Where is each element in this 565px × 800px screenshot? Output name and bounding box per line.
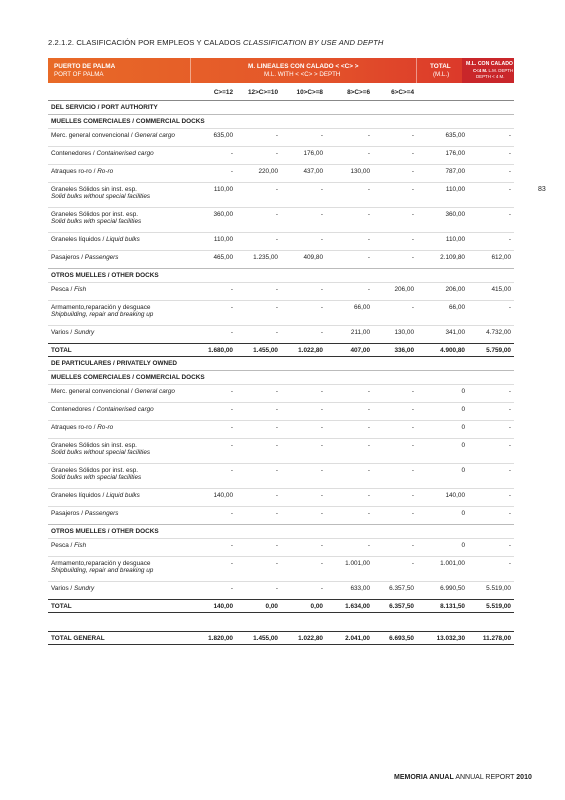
cell-value: 341,00: [417, 326, 468, 344]
row-label: [48, 489, 191, 507]
cell-value: 409,80: [281, 251, 326, 269]
row-label-en: Containerised cargo: [96, 406, 154, 413]
row-label: [48, 233, 191, 251]
row-label-es: Contenedores /: [51, 150, 97, 157]
cell-value: 633,00: [326, 582, 373, 600]
cell-value: -: [468, 147, 514, 165]
row-label-es: Atraques ro-ro /: [51, 168, 98, 175]
cell-value: -: [468, 165, 514, 183]
cell-value: -: [373, 403, 417, 421]
table-row: [48, 165, 514, 183]
row-label: [48, 147, 191, 165]
cell-value: -: [191, 421, 236, 439]
table-row: [48, 183, 514, 208]
cell-value: -: [373, 439, 417, 464]
cell-value: -: [468, 301, 514, 326]
cell-value: -: [373, 557, 417, 582]
row-label-es: Graneles líquidos /: [51, 492, 107, 499]
cell-value: -: [468, 464, 514, 489]
cell-value: 2.041,00: [326, 632, 373, 645]
cell-value: -: [373, 539, 417, 557]
row-label: [48, 208, 191, 233]
table-row: [48, 233, 514, 251]
row-label-es: Graneles Sólidos por inst. esp.: [51, 467, 139, 474]
cell-value: -: [326, 233, 373, 251]
cell-value: -: [281, 208, 326, 233]
column-header: C>=12: [213, 89, 233, 96]
row-label-es: Graneles Sólidos sin inst. esp.: [51, 442, 137, 449]
cell-value: -: [468, 489, 514, 507]
cell-value: -: [281, 582, 326, 600]
row-label: [48, 326, 191, 344]
cell-value: -: [191, 582, 236, 600]
cell-value: -: [373, 129, 417, 147]
total-label-es: TOTAL: [430, 63, 451, 70]
table-row: [48, 326, 514, 344]
cell-value: 0: [417, 439, 468, 464]
row-label: TOTAL: [48, 344, 191, 357]
table-row: [48, 539, 514, 557]
row-label-es: Merc. general convencional /: [51, 388, 135, 395]
cell-value: 140,00: [191, 600, 236, 613]
row-label-en: Liquid bulks: [106, 236, 140, 243]
row-label-en: Ro-ro: [97, 424, 114, 431]
cell-value: -: [373, 301, 417, 326]
cell-value: -: [281, 233, 326, 251]
section-title: DE PARTICULARES / PRIVATELY OWNED: [48, 357, 514, 371]
mlc-label-en2: DEPTH < 4 M.: [476, 73, 505, 79]
cell-value: 1.022,80: [281, 632, 326, 645]
cell-value: -: [191, 557, 236, 582]
cell-value: 5.759,00: [468, 344, 514, 357]
row-label-es: Merc. general convencional /: [51, 132, 135, 139]
row-label-es: Graneles líquidos /: [51, 236, 107, 243]
cell-value: -: [373, 183, 417, 208]
cell-value: -: [326, 439, 373, 464]
cell-value: -: [281, 283, 326, 301]
cell-value: -: [191, 507, 236, 525]
row-label-en: Shipbuilding, repair and breaking up: [51, 311, 154, 318]
row-label-en: Ro-ro: [97, 168, 114, 175]
column-header: 12>C>=10: [247, 89, 278, 96]
cell-value: -: [468, 507, 514, 525]
table-row: [48, 129, 514, 147]
cell-value: 211,00: [326, 326, 373, 344]
cell-value: -: [373, 233, 417, 251]
cell-value: 110,00: [417, 183, 468, 208]
cell-value: -: [281, 326, 326, 344]
group-header: [48, 115, 514, 129]
cell-value: -: [373, 147, 417, 165]
group-title: MUELLES COMERCIALES / COMMERCIAL DOCKS: [48, 115, 514, 129]
table-row: [48, 421, 514, 439]
cell-value: -: [373, 507, 417, 525]
row-label: [48, 301, 191, 326]
table-row: [48, 251, 514, 269]
cell-value: 360,00: [191, 208, 236, 233]
ml-label-es: M. LINEALES CON CALADO < <C> >: [248, 63, 359, 70]
column-header: 10>C>=8: [296, 89, 323, 96]
mlc-label-es: M.L. CON CALADO: [466, 61, 513, 67]
cell-value: 0: [417, 507, 468, 525]
footer-subtitle: ANNUAL REPORT: [453, 774, 517, 781]
grand-total-row: [48, 632, 514, 645]
cell-value: -: [236, 208, 281, 233]
row-label-en: Sundry: [73, 585, 95, 592]
row-label: [48, 165, 191, 183]
cell-value: -: [326, 507, 373, 525]
table-row: [48, 147, 514, 165]
cell-value: 1.820,00: [191, 632, 236, 645]
row-label: [48, 439, 191, 464]
row-label: [48, 539, 191, 557]
cell-value: -: [373, 208, 417, 233]
row-label: [48, 251, 191, 269]
cell-value: -: [468, 421, 514, 439]
column-header: 6>C>=4: [391, 89, 414, 96]
title-en: CLASSIFICATION BY USE AND DEPTH: [242, 38, 384, 47]
row-label-es: Pesca /: [51, 542, 75, 549]
cell-value: -: [191, 539, 236, 557]
footer-year: 2010: [516, 774, 532, 781]
cell-value: 140,00: [417, 489, 468, 507]
row-label: [48, 582, 191, 600]
cell-value: 130,00: [326, 165, 373, 183]
cell-value: -: [373, 464, 417, 489]
cell-value: 407,00: [326, 344, 373, 357]
cell-value: 0: [417, 403, 468, 421]
cell-value: 1.235,00: [236, 251, 281, 269]
header-divider: [190, 58, 191, 83]
row-label-en: Solid bulks without special facilities: [51, 449, 151, 456]
table-row: [48, 439, 514, 464]
row-label-en: Solid bulks with special facilities: [51, 218, 142, 225]
cell-value: -: [326, 421, 373, 439]
footer-title: MEMORIA ANUAL: [394, 774, 454, 781]
cell-value: 220,00: [236, 165, 281, 183]
cell-value: 1.455,00: [236, 344, 281, 357]
cell-value: -: [326, 283, 373, 301]
cell-value: 110,00: [417, 233, 468, 251]
row-label: [48, 403, 191, 421]
row-label: TOTAL: [48, 600, 191, 613]
port-label-es: PUERTO DE PALMA: [54, 63, 116, 70]
cell-value: 6.693,50: [373, 632, 417, 645]
cell-value: 336,00: [373, 344, 417, 357]
cell-value: 13.032,30: [417, 632, 468, 645]
cell-value: 11.278,00: [468, 632, 514, 645]
row-label-es: Varios /: [51, 329, 74, 336]
row-label-en: Fish: [74, 286, 87, 293]
row-label: [48, 421, 191, 439]
port-label-en: PORT OF PALMA: [54, 71, 104, 78]
cell-value: -: [468, 233, 514, 251]
cell-value: -: [281, 421, 326, 439]
total-label-en: (M.L.): [433, 71, 450, 78]
cell-value: -: [236, 326, 281, 344]
cell-value: -: [236, 301, 281, 326]
ml-label-en: M.L. WITH < <C> > DEPTH: [264, 71, 341, 78]
row-label-en: Fish: [74, 542, 87, 549]
page-number: 83: [538, 186, 546, 193]
cell-value: -: [191, 464, 236, 489]
cell-value: -: [326, 129, 373, 147]
cell-value: -: [468, 129, 514, 147]
cell-value: -: [326, 489, 373, 507]
row-label-en: General cargo: [134, 132, 175, 139]
group-header: [48, 269, 514, 283]
cell-value: 0: [417, 539, 468, 557]
cell-value: -: [191, 403, 236, 421]
cell-value: 1.001,00: [417, 557, 468, 582]
cell-value: -: [236, 147, 281, 165]
cell-value: 0,00: [236, 600, 281, 613]
cell-value: 130,00: [373, 326, 417, 344]
mlc-label-en: L.M. DEPTH: [488, 67, 514, 73]
cell-value: -: [281, 539, 326, 557]
table-header-band: [48, 58, 514, 83]
cell-value: -: [468, 557, 514, 582]
cell-value: -: [236, 283, 281, 301]
total-row: [48, 600, 514, 613]
cell-value: 1.634,00: [326, 600, 373, 613]
total-row: [48, 344, 514, 357]
cell-value: -: [236, 582, 281, 600]
cell-value: 787,00: [417, 165, 468, 183]
group-header: [48, 525, 514, 539]
row-label-en: Passengers: [84, 254, 119, 261]
cell-value: -: [236, 439, 281, 464]
cell-value: -: [281, 403, 326, 421]
cell-value: 612,00: [468, 251, 514, 269]
cell-value: 437,00: [281, 165, 326, 183]
cell-value: 415,00: [468, 283, 514, 301]
cell-value: 206,00: [373, 283, 417, 301]
cell-value: 1.680,00: [191, 344, 236, 357]
cell-value: -: [191, 165, 236, 183]
cell-value: -: [281, 385, 326, 403]
cell-value: -: [373, 165, 417, 183]
row-label-es: Graneles Sólidos por inst. esp.: [51, 211, 139, 218]
group-title: OTROS MUELLES / OTHER DOCKS: [48, 525, 514, 539]
cell-value: -: [281, 489, 326, 507]
row-label-es: Armamento,reparación y desguace: [51, 560, 151, 567]
cell-value: 1.022,80: [281, 344, 326, 357]
cell-value: -: [326, 539, 373, 557]
cell-value: 360,00: [417, 208, 468, 233]
row-label: [48, 183, 191, 208]
table-row: [48, 301, 514, 326]
cell-value: 110,00: [191, 183, 236, 208]
cell-value: -: [191, 147, 236, 165]
cell-value: -: [236, 557, 281, 582]
cell-value: -: [236, 385, 281, 403]
cell-value: 5.519,00: [468, 600, 514, 613]
cell-value: -: [191, 439, 236, 464]
row-label-es: Pesca /: [51, 286, 75, 293]
cell-value: -: [468, 385, 514, 403]
section-title: DEL SERVICIO / PORT AUTHORITY: [48, 101, 514, 115]
table-row: [48, 557, 514, 582]
row-label-en: Solid bulks with special facilities: [51, 474, 142, 481]
row-label: TOTAL GENERAL: [48, 632, 191, 645]
cell-value: 140,00: [191, 489, 236, 507]
cell-value: -: [468, 539, 514, 557]
cell-value: -: [281, 301, 326, 326]
section-header: [48, 101, 514, 115]
depth-classification-table: [48, 88, 514, 645]
cell-value: -: [326, 251, 373, 269]
title-es: 2.2.1.2. CLASIFICACIÓN POR EMPLEOS Y CALADOS: [48, 38, 241, 47]
cell-value: -: [468, 183, 514, 208]
page-title: [48, 38, 384, 47]
column-header-row: [48, 88, 514, 101]
mlc-label-es2: C<4 M.: [473, 67, 488, 73]
cell-value: -: [191, 326, 236, 344]
cell-value: -: [326, 464, 373, 489]
cell-value: 635,00: [191, 129, 236, 147]
group-header: [48, 371, 514, 385]
ml-depth-header: [462, 58, 514, 83]
cell-value: -: [373, 385, 417, 403]
cell-value: -: [468, 208, 514, 233]
row-label-en: Passengers: [84, 510, 119, 517]
cell-value: -: [468, 439, 514, 464]
section-header: [48, 357, 514, 371]
cell-value: 1.455,00: [236, 632, 281, 645]
cell-value: 0,00: [281, 600, 326, 613]
cell-value: -: [236, 539, 281, 557]
table-row: [48, 208, 514, 233]
table-row: [48, 385, 514, 403]
table-row: [48, 489, 514, 507]
cell-value: 4.900,80: [417, 344, 468, 357]
cell-value: 6.990,50: [417, 582, 468, 600]
table-row: [48, 464, 514, 489]
cell-value: 66,00: [417, 301, 468, 326]
table-row: [48, 403, 514, 421]
cell-value: 4.732,00: [468, 326, 514, 344]
cell-value: -: [191, 385, 236, 403]
row-label: [48, 129, 191, 147]
cell-value: 0: [417, 421, 468, 439]
cell-value: 6.357,50: [373, 582, 417, 600]
cell-value: 5.519,00: [468, 582, 514, 600]
cell-value: -: [236, 183, 281, 208]
row-label-es: Atraques ro-ro /: [51, 424, 98, 431]
table-row: [48, 283, 514, 301]
cell-value: -: [191, 283, 236, 301]
cell-value: 66,00: [326, 301, 373, 326]
group-title: OTROS MUELLES / OTHER DOCKS: [48, 269, 514, 283]
table-row: [48, 507, 514, 525]
cell-value: 2.109,80: [417, 251, 468, 269]
row-label-en: General cargo: [134, 388, 175, 395]
cell-value: -: [373, 489, 417, 507]
row-label-en: Sundry: [73, 329, 95, 336]
group-title: MUELLES COMERCIALES / COMMERCIAL DOCKS: [48, 371, 514, 385]
cell-value: -: [236, 233, 281, 251]
cell-value: 110,00: [191, 233, 236, 251]
cell-value: -: [468, 403, 514, 421]
cell-value: -: [326, 147, 373, 165]
cell-value: -: [281, 183, 326, 208]
cell-value: -: [326, 208, 373, 233]
column-header: 8>C>=6: [347, 89, 370, 96]
row-label-es: Graneles Sólidos sin inst. esp.: [51, 186, 137, 193]
row-label-es: Pasajeros /: [51, 510, 85, 517]
cell-value: -: [236, 507, 281, 525]
cell-value: 635,00: [417, 129, 468, 147]
cell-value: -: [236, 129, 281, 147]
footer: [394, 774, 532, 781]
cell-value: -: [281, 129, 326, 147]
cell-value: -: [236, 403, 281, 421]
cell-value: -: [373, 251, 417, 269]
cell-value: -: [281, 439, 326, 464]
cell-value: -: [281, 464, 326, 489]
cell-value: 8.131,50: [417, 600, 468, 613]
cell-value: 465,00: [191, 251, 236, 269]
table-row: [48, 582, 514, 600]
header-divider: [416, 58, 417, 83]
cell-value: -: [326, 183, 373, 208]
cell-value: 6.357,50: [373, 600, 417, 613]
cell-value: -: [236, 489, 281, 507]
row-label-es: Contenedores /: [51, 406, 97, 413]
row-label: [48, 464, 191, 489]
row-label: [48, 507, 191, 525]
row-label-en: Solid bulks without special facilities: [51, 193, 151, 200]
cell-value: -: [236, 421, 281, 439]
row-label-en: Containerised cargo: [96, 150, 154, 157]
cell-value: 1.001,00: [326, 557, 373, 582]
row-label-es: Varios /: [51, 585, 74, 592]
row-label: [48, 385, 191, 403]
row-label: [48, 557, 191, 582]
cell-value: 0: [417, 385, 468, 403]
cell-value: -: [281, 557, 326, 582]
cell-value: 176,00: [281, 147, 326, 165]
cell-value: -: [326, 385, 373, 403]
row-label: [48, 283, 191, 301]
row-label-en: Liquid bulks: [106, 492, 140, 499]
row-label-es: Armamento,reparación y desguace: [51, 304, 151, 311]
cell-value: -: [373, 421, 417, 439]
cell-value: -: [191, 301, 236, 326]
cell-value: -: [236, 464, 281, 489]
row-label-en: Shipbuilding, repair and breaking up: [51, 567, 154, 574]
cell-value: -: [326, 403, 373, 421]
row-label-es: Pasajeros /: [51, 254, 85, 261]
cell-value: -: [281, 507, 326, 525]
cell-value: 0: [417, 464, 468, 489]
cell-value: 176,00: [417, 147, 468, 165]
cell-value: 206,00: [417, 283, 468, 301]
